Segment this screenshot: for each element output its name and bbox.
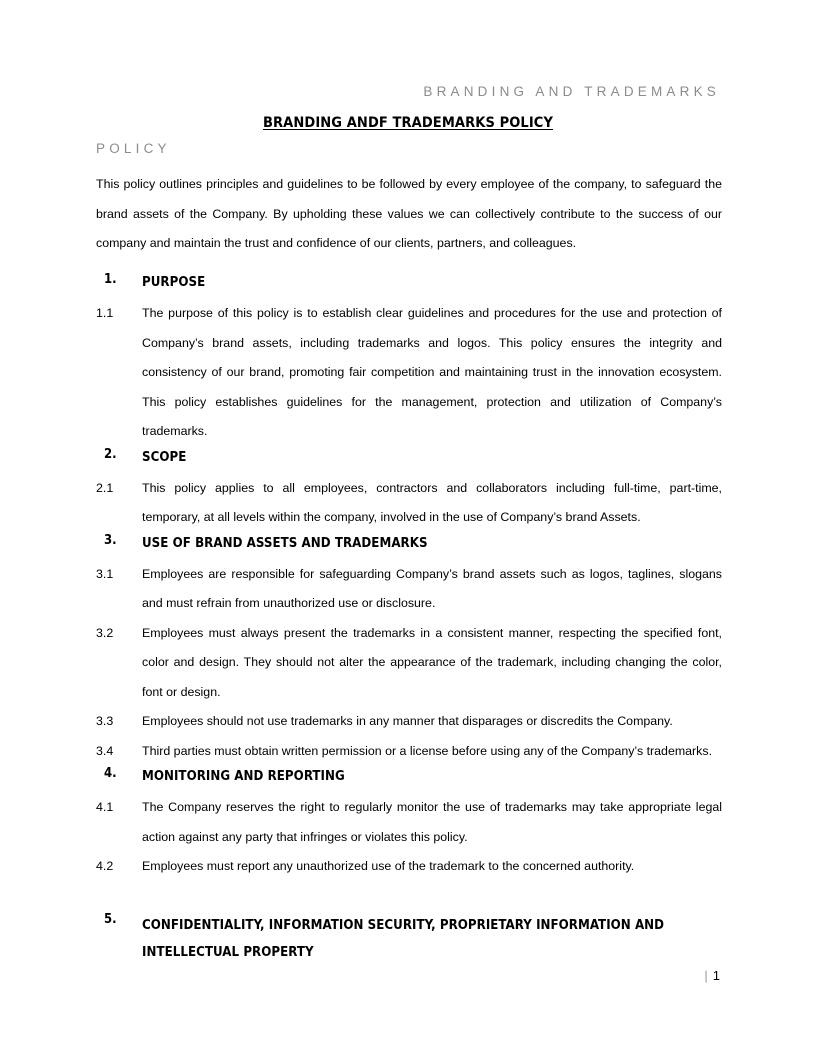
section-heading: [96, 533, 722, 560]
clause-row: [96, 560, 722, 619]
clause-row: [96, 474, 722, 533]
section-title: USE OF BRAND ASSETS AND TRADEMARKS: [142, 535, 428, 551]
clause-row: [96, 852, 722, 882]
running-header-line-2: POLICY: [96, 141, 171, 156]
running-header-line-1: BRANDING AND TRADEMARKS: [423, 84, 720, 99]
clause-number: 4.1: [96, 800, 114, 814]
section-number: 3.: [104, 532, 117, 548]
clause-text: Employees are responsible for safeguarding Company’s brand assets such as logos, taglines, slogans and must refrain from unauthorized use or disclosure.: [142, 566, 722, 610]
clause-row: [96, 619, 722, 708]
intro-paragraph: This policy outlines principles and guidelines to be followed by every employee of the company, to safeguard the brand assets of the Company. By upholding these values we can collectively contribute to the success of our company and maintain the trust and confidence of our clients, partners, and colleagues.: [96, 177, 722, 250]
clause-text: Employees must report any unauthorized use of the trademark to the concerned authority.: [142, 859, 635, 873]
clause-text: Third parties must obtain written permission or a license before using any of the Company’s trademarks.: [142, 743, 713, 758]
page-footer: [96, 968, 720, 983]
clause-text: The Company reserves the right to regularly monitor the use of trademarks may take appropriate legal action against any party that infringes or violates this policy.: [142, 800, 722, 844]
section-spacer: [96, 882, 722, 912]
clause-number: 3.4: [96, 743, 114, 758]
section-heading: [96, 912, 722, 966]
clause-text: Employees must always present the trademarks in a consistent manner, respecting the specified font, color and design. They should not alter the appearance of the trademark, including changing the color, font or design.: [142, 625, 722, 699]
clause-text: The purpose of this policy is to establish clear guidelines and procedures for the use and protection of Company’s brand assets, including trademarks and logos. This policy ensures the integrity and consistency of our brand, promoting fair competition and maintaining trust in the innovation ecosystem. This policy establishes guidelines for the management, protection and utilization of Company’s trademarks.: [142, 306, 722, 438]
policy-sections: [96, 272, 722, 966]
clause-row: [96, 737, 722, 767]
section-title: PURPOSE: [142, 275, 206, 290]
section-heading: [96, 447, 722, 474]
clause-row: [96, 793, 722, 852]
section-number: 2.: [104, 446, 117, 462]
clause-number: 4.2: [96, 859, 114, 873]
page-title-text: BRANDING ANDF TRADEMARKS POLICY: [262, 115, 554, 131]
section-heading: [96, 272, 722, 299]
section-title: SCOPE: [142, 449, 187, 465]
clause-text: This policy applies to all employees, contractors and collaborators including full-time, part-time, temporary, at all levels within the company, involved in the use of Company’s brand Assets.: [142, 480, 722, 524]
section-heading: [96, 766, 722, 793]
section-number: 4.: [104, 766, 117, 781]
clause-number: 3.2: [96, 625, 114, 640]
clause-number: 3.1: [96, 566, 114, 581]
section-number: 1.: [104, 272, 117, 287]
page-number: 1: [712, 968, 720, 983]
clause-number: 2.1: [96, 480, 114, 495]
section-number: 5.: [104, 911, 117, 927]
clause-text: Employees should not use trademarks in any manner that disparages or discredits the Company.: [142, 714, 673, 728]
page-title: [96, 115, 720, 131]
section-title: MONITORING AND REPORTING: [142, 769, 345, 784]
footer-separator: |: [704, 968, 708, 983]
clause-number: 1.1: [96, 306, 114, 320]
clause-row: [96, 299, 722, 447]
clause-row: [96, 707, 722, 737]
clause-number: 3.3: [96, 714, 114, 728]
section-title: CONFIDENTIALITY, INFORMATION SECURITY, PROPRIETARY INFORMATION AND INTELLECTUAL PROPERTY: [142, 917, 665, 960]
